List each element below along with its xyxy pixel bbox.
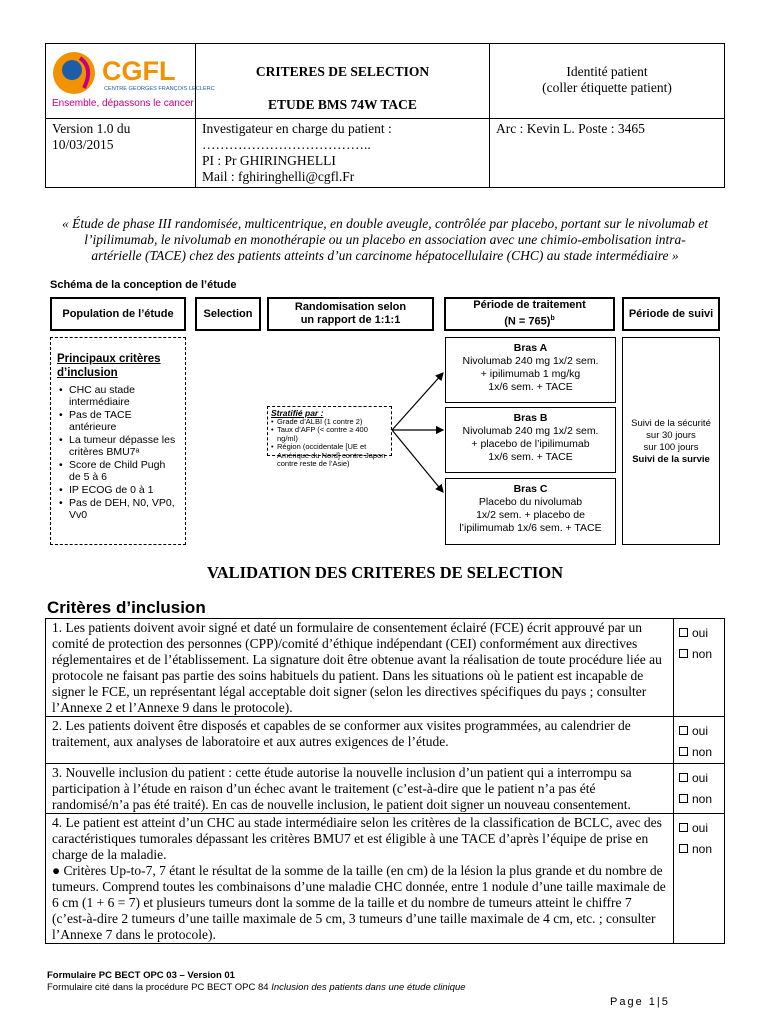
schema-followup-period: Période de suivi	[622, 297, 720, 331]
patient-identity: Identité patient	[566, 64, 648, 79]
criteria-item: • Pas de TACE antérieure	[57, 409, 179, 433]
footer-form-id: Formulaire PC BECT OPC 03 – Version 01	[47, 970, 235, 981]
followup-box: Suivi de la sécurité sur 30 jours sur 100 jours Suivi de la survie	[622, 337, 720, 545]
arc: Arc : Kevin L. Poste : 3465	[496, 121, 645, 136]
oui-checkbox[interactable]: oui	[679, 623, 722, 644]
arm-c-box: Bras C Placebo du nivolumab 1x/2 sem. + placebo de l’ipilimumab 1x/6 sem. + TACE	[445, 478, 616, 545]
criteria-item: • Score de Child Pugh de 5 à 6	[57, 459, 179, 483]
study-name: ETUDE BMS 74W TACE	[268, 97, 417, 112]
criteria-title: Principaux critères d’inclusion	[57, 353, 161, 379]
page-number: Page 1|5	[610, 996, 670, 1008]
arm-b-box: Bras B Nivolumab 240 mg 1x/2 sem. + placebo de l’ipilimumab 1x/6 sem. + TACE	[445, 407, 616, 473]
logo-sub: CENTRE GEORGES FRANÇOIS LECLERC	[104, 86, 215, 92]
cgfl-logo	[50, 46, 215, 112]
table-row	[46, 764, 725, 814]
study-intro: « Étude de phase III randomisée, multicentrique, en double aveugle, contrôlée par placebo, portant sur le nivolumab et l’ipilimumab, le nivolumab en monothérapie ou un placebo en association avec une chimio-embolisation intra-artérielle (TACE) chez des patients atteints d’un carcinome hépatocellulaire (CHC) au stade intermédiaire »	[62, 216, 708, 263]
table-row	[46, 619, 725, 717]
criterion-options	[674, 717, 725, 764]
version-cell	[46, 119, 196, 188]
schema-selection: Selection	[195, 297, 261, 331]
non-checkbox[interactable]: non	[679, 742, 722, 763]
oui-checkbox[interactable]: oui	[679, 818, 722, 839]
inclusion-criteria-box	[50, 337, 186, 545]
strat-item: • Région (occidentale [UE et Amérique du Nord] contre Japon contre reste de l’Asie)	[271, 443, 388, 469]
criterion-text: 4. Le patient est atteint d’un CHC au stade intermédiaire selon les critères de la classification de BCLC, avec des caractéristiques tumorales dépassant les critères BMU7 et est éligible à une TACE d’après l’équipe de prise en charge de la maladie. ● Critères Up-to-7, 7 étant le résultat de la somme de la taille (en cm) de la lésion la plus grande et du nombre de tumeurs. Comprend toutes les combinaisons d’une maladie CHC donnée, entre 1 nodule d’une taille maximale de 6 cm (1 + 6 = 7) et plusieurs tumeurs dont la somme de la taille et du nombre de tumeurs atteint le chiffre 7 (c’est-à-dire 2 tumeurs d’une taille maximale de 5 cm, 3 tumeurs d’une taille maximale de 4 cm, etc. ; consulter l’Annexe 7 dans le protocole).	[46, 814, 674, 944]
strat-title: Stratifié par :	[271, 408, 324, 418]
patient-cell	[490, 44, 725, 119]
title-cell	[196, 44, 490, 119]
logo-cell	[46, 44, 215, 119]
schema-treatment-period: Période de traitement (N = 765)$^b$	[444, 297, 615, 331]
version: Version 1.0 du 10/03/2015	[52, 121, 131, 152]
criteria-list	[57, 384, 179, 521]
form-title: CRITERES DE SELECTION	[255, 64, 430, 79]
stratification-box	[267, 406, 392, 468]
criterion-text: 3. Nouvelle inclusion du patient : cette étude autorise la nouvelle inclusion d’un patient qui a interrompu sa participation à l’étude en raison d’un échec avant le traitement (c’est-à-dire que le patient n’a pas été randomisé/n’a pas été traité). En cas de nouvelle inclusion, le patient doit signer un nouveau consentement.	[46, 764, 674, 814]
oui-checkbox[interactable]: oui	[679, 721, 722, 742]
inclusion-title: Critères d’inclusion	[47, 598, 206, 617]
arm-a-box: Bras A Nivolumab 240 mg 1x/2 sem. + ipilimumab 1 mg/kg 1x/6 sem. + TACE	[445, 337, 616, 403]
criterion-text: 2. Les patients doivent être disposés et capables de se conformer aux visites programmées, au calendrier de traitement, aux analyses de laboratoire et aux autres exigences de l’étude.	[46, 717, 674, 764]
criteria-table	[45, 618, 725, 944]
criteria-item: • IP ECOG de 0 à 1	[57, 484, 179, 496]
non-checkbox[interactable]: non	[679, 789, 722, 810]
strat-item: • Grade d’ALBI (1 contre 2)	[271, 418, 388, 427]
arc-cell	[490, 119, 725, 188]
criteria-item: • La tumeur dépasse les critères BMU7ᵃ	[57, 434, 179, 458]
schema-population: Population de l’étude	[50, 297, 186, 331]
footer-procedure: Formulaire cité dans la procédure PC BECT OPC 84 Inclusion des patients dans une étude clinique	[47, 982, 466, 993]
criterion-options	[674, 619, 725, 717]
criteria-item: • CHC au stade intermédiaire	[57, 384, 179, 408]
schema-title: Schéma de la conception de l’étude	[50, 279, 237, 291]
patient-label: (coller étiquette patient)	[542, 80, 672, 95]
investigator-cell	[196, 119, 490, 188]
logo-tagline: Ensemble, dépassons le cancer	[52, 98, 194, 109]
logo-name: CGFL	[102, 56, 176, 86]
criterion-options	[674, 764, 725, 814]
validation-title: VALIDATION DES CRITERES DE SELECTION	[206, 563, 564, 582]
non-checkbox[interactable]: non	[679, 839, 722, 860]
criterion-options	[674, 814, 725, 944]
strat-item: • Taux d’AFP (< contre ≥ 400 ng/ml)	[271, 426, 388, 443]
table-row	[46, 814, 725, 944]
table-row	[46, 717, 725, 764]
criterion-text: 1. Les patients doivent avoir signé et daté un formulaire de consentement éclairé (FCE) écrit approuvé par un comité de protection des personnes (CPP)/comité d’éthique indépendant (CEI) conformément aux directives réglementaires et de l’établissement. La signature doit être obtenue avant la réalisation de toute procédure liée au protocole ne faisant pas partie des soins habituels du patient. Dans les situations où le patient est incapable de signer le FCE, un représentant légal acceptable doit signer (selon les directives spécifiques du pays ; consulter l’Annexe 2 et l’Annexe 9 dans le protocole).	[46, 619, 674, 717]
oui-checkbox[interactable]: oui	[679, 768, 722, 789]
randomisation-arrows	[390, 370, 450, 510]
schema-randomisation: Randomisation selon un rapport de 1:1:1	[267, 297, 434, 331]
investigator-label: Investigateur en charge du patient :	[202, 121, 392, 136]
header-table	[45, 43, 725, 188]
criteria-item: • Pas de DEH, N0, VP0, Vv0	[57, 497, 179, 521]
investigator-field[interactable]: ………………………………..	[202, 137, 371, 152]
pi: PI : Pr GHIRINGHELLI	[202, 153, 336, 168]
non-checkbox[interactable]: non	[679, 644, 722, 665]
mail: Mail : fghiringhelli@cgfl.Fr	[202, 169, 355, 184]
